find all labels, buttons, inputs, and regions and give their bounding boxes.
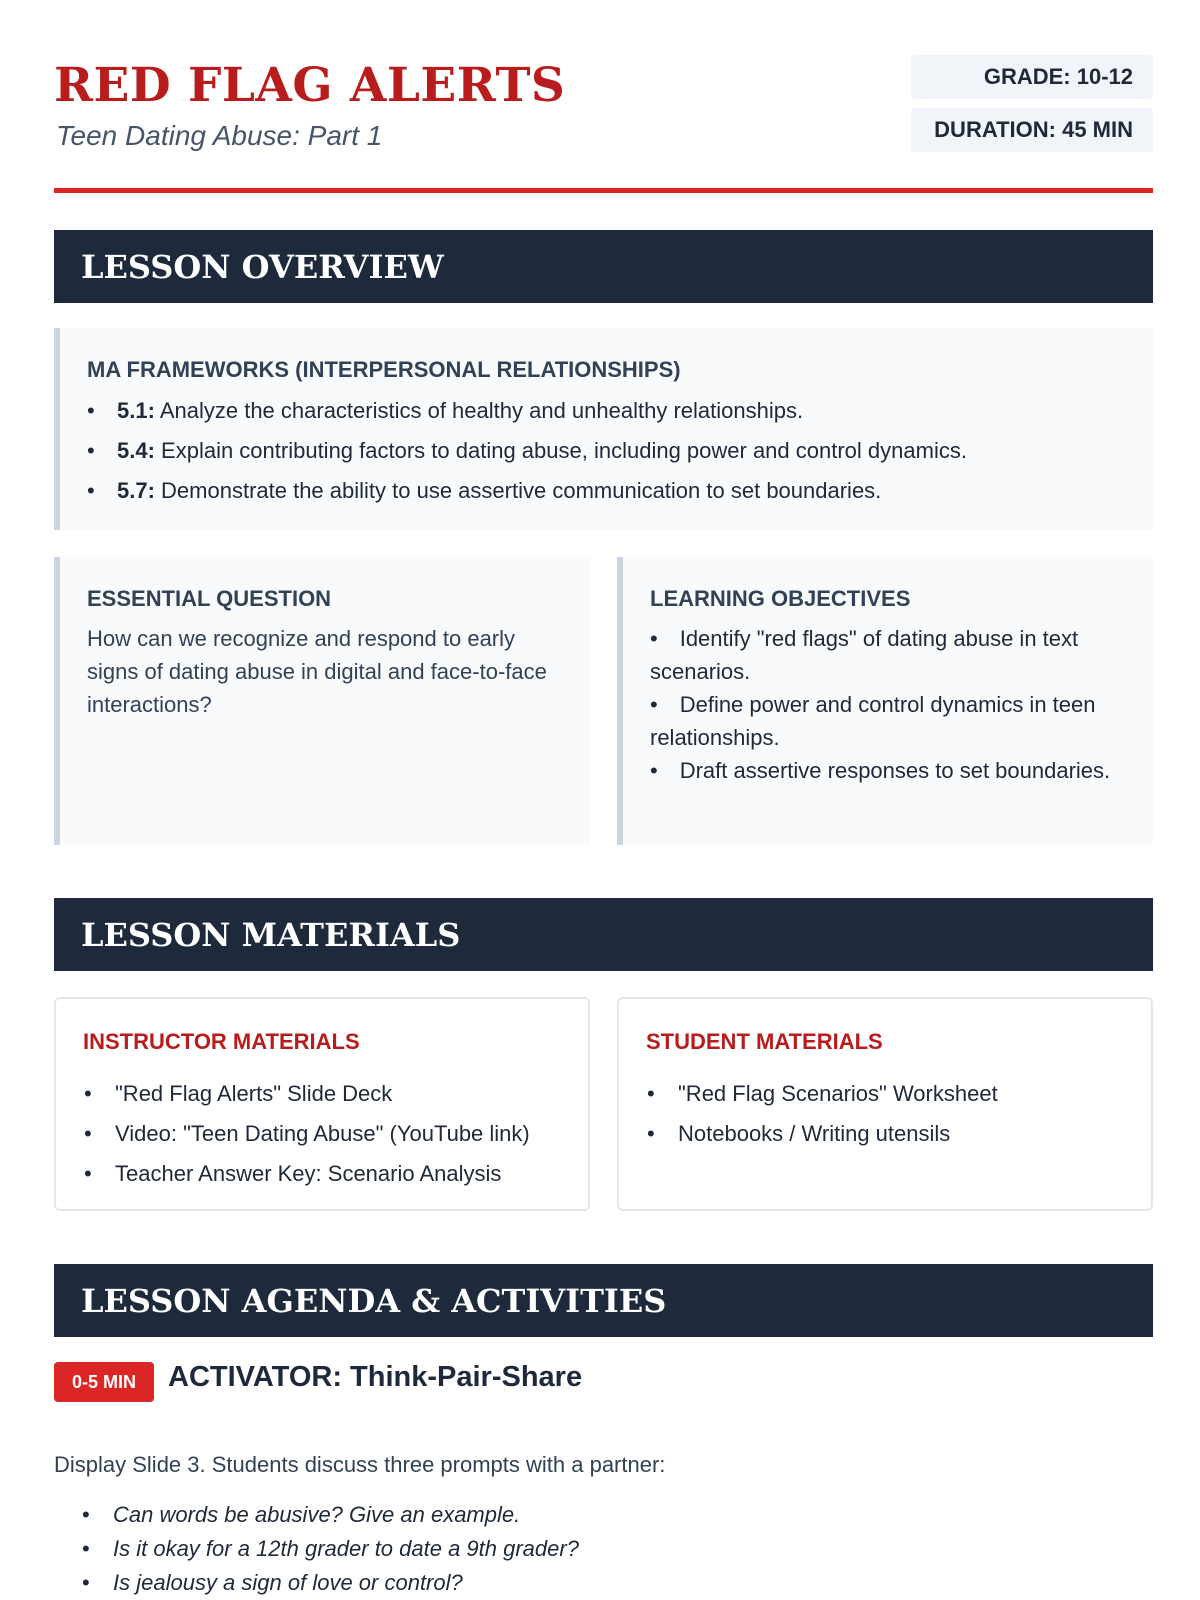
list-item: • Can words be abusive? Give an example.	[82, 1498, 579, 1532]
list-item: • Teacher Answer Key: Scenario Analysis	[84, 1154, 530, 1194]
instructor-materials-heading: INSTRUCTOR MATERIALS	[83, 1029, 360, 1054]
list-item: • Video: "Teen Dating Abuse" (YouTube link)	[84, 1114, 530, 1154]
section-title: LESSON MATERIALS	[81, 916, 461, 954]
frameworks-box	[54, 328, 1153, 530]
lesson-meta	[911, 55, 1153, 161]
document-header	[54, 0, 1153, 194]
essential-question-heading: ESSENTIAL QUESTION	[87, 586, 332, 611]
list-item	[650, 622, 1130, 688]
standard-text: Explain contributing factors to dating abuse, including power and control dynamics.	[154, 438, 967, 463]
objective-text: Define power and control dynamics in teen relationships.	[650, 692, 1096, 750]
document-title: RED FLAG ALERTS	[54, 58, 566, 113]
list-item	[87, 431, 967, 471]
activity-description: Display Slide 3. Students discuss three prompts with a partner:	[54, 1452, 666, 1477]
section-header-materials	[54, 898, 1153, 971]
discussion-prompts-list	[82, 1498, 579, 1600]
standard-code: 5.7:	[117, 478, 155, 503]
learning-objectives-heading: LEARNING OBJECTIVES	[650, 586, 911, 611]
list-item	[650, 688, 1130, 754]
learning-objectives-box	[617, 557, 1153, 845]
standard-text: Analyze the characteristics of healthy and unhealthy relationships.	[154, 398, 804, 423]
standard-code: 5.4:	[117, 438, 155, 463]
list-item	[87, 391, 967, 431]
section-header-overview	[54, 230, 1153, 303]
instructor-materials-card	[54, 997, 590, 1211]
time-badge: 0-5 MIN	[54, 1362, 154, 1402]
objective-text: Identify "red flags" of dating abuse in text scenarios.	[650, 626, 1079, 684]
objective-text: Draft assertive responses to set boundaries.	[679, 758, 1111, 783]
student-materials-card	[617, 997, 1153, 1211]
lesson-plan-page	[54, 0, 1153, 1595]
list-item: • Notebooks / Writing utensils	[647, 1114, 998, 1154]
grade-badge: GRADE: 10-12	[911, 55, 1153, 99]
document-subtitle: Teen Dating Abuse: Part 1	[56, 120, 383, 151]
header-divider	[54, 188, 1153, 193]
section-title: LESSON OVERVIEW	[81, 248, 444, 286]
frameworks-heading: MA FRAMEWORKS (INTERPERSONAL RELATIONSHIPS)	[87, 357, 681, 382]
activity-title: ACTIVATOR: Think-Pair-Share	[168, 1361, 583, 1393]
standard-code: 5.1:	[117, 398, 155, 423]
list-item: • "Red Flag Scenarios" Worksheet	[647, 1074, 998, 1114]
student-materials-list	[647, 1074, 998, 1154]
essential-question-box	[54, 557, 590, 845]
student-materials-heading: STUDENT MATERIALS	[646, 1029, 883, 1054]
list-item: • Is jealousy a sign of love or control?	[82, 1566, 579, 1600]
list-item: • Is it okay for a 12th grader to date a 9th grader?	[82, 1532, 579, 1566]
list-item: • "Red Flag Alerts" Slide Deck	[84, 1074, 530, 1114]
list-item	[87, 471, 967, 511]
list-item	[650, 754, 1130, 787]
section-title: LESSON AGENDA & ACTIVITIES	[81, 1282, 667, 1320]
standard-text: Demonstrate the ability to use assertive communication to set boundaries.	[154, 478, 882, 503]
frameworks-list	[87, 391, 967, 511]
duration-badge: DURATION: 45 MIN	[911, 108, 1153, 152]
essential-question-text: How can we recognize and respond to early signs of dating abuse in digital and face-to-face interactions?	[87, 626, 547, 717]
learning-objectives-list	[650, 622, 1130, 787]
section-header-agenda	[54, 1264, 1153, 1337]
instructor-materials-list	[84, 1074, 530, 1194]
